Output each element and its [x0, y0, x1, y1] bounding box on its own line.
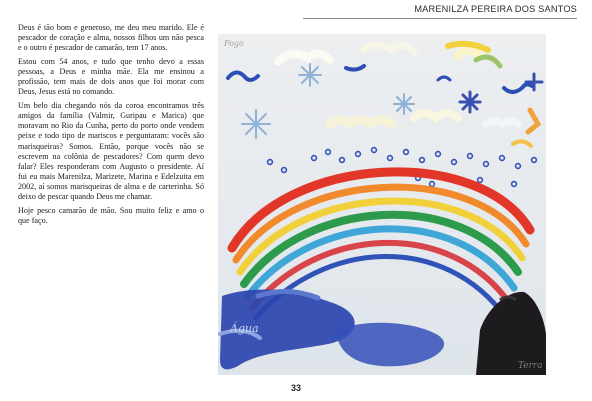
body-text [18, 23, 204, 230]
svg-text:Fogo: Fogo [224, 39, 244, 48]
finger-painting-illustration [218, 34, 546, 375]
running-header-author: MARENILZA PEREIRA DOS SANTOS [414, 4, 577, 14]
page-number: 33 [290, 383, 301, 393]
paragraph-1: Deus é tão bom e generoso, me deu meu marido. Ele é pescador de coração e alma, nossos filhos um não pesca e o outro é pescador de camarão, tem 17 anos. [18, 23, 204, 53]
paragraph-2: Estou com 54 anos, e tudo que tenho devo a essas pessoas, a Deus e minha mãe. Ela me ensinou a profissão, tem mais de dois anos que foi morar com Deus, Jesus está no comando. [18, 56, 204, 97]
header-rule [303, 18, 577, 19]
svg-text:Terra: Terra [518, 361, 543, 371]
paragraph-4: Hoje pesco camarão de mão. Sou muito feliz e amo o que faço. [18, 205, 204, 225]
svg-text:Água: Água [230, 322, 259, 335]
paragraph-3: Um belo dia chegando nós da coroa encontramos três amigos da família (Valmir, Guripau e Marica) que moravam no Rio da Cunha, perto do porto onde vendem peixe e todo tipo de mariscos e perguntaram: vocês são marisqueiras? Somos. Então, porque vocês não se escrevem na colônia de pescadores? Com quem devo falar? Eles responderam com Augusto o presidente. Aí fui eu mais Marenilza, Marizete, Marina e Edelzuita em 2002, aí somos marisqueiras de alma e de carterinha. Só deixo de pescar quando Deus me chamar. [18, 100, 204, 202]
